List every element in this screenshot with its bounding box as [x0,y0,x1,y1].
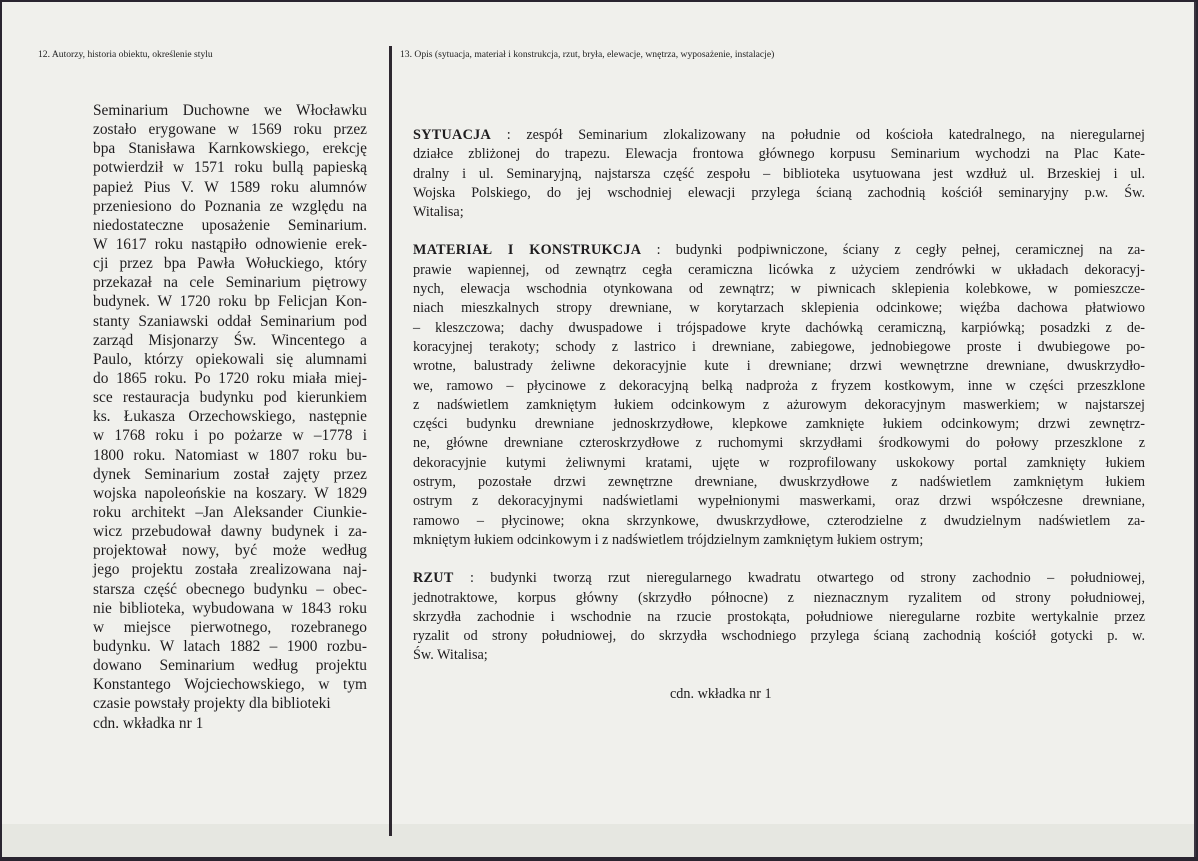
material-line: – kleszczowa; dachy dwuspadowe i trójspadowe kryte dachówką ceramiczną, karpiówką; posadzki z de- [413,319,1145,336]
material-line: ostrym z dekoracyjnymi nadświetlami wypełnionymi maswerkami, oraz drzwi współczesne drewniane, [413,493,1145,510]
history-line: roku architekt –Jan Aleksander Ciunkie- [93,503,367,521]
section-13-heading: 13. Opis (sytuacja, materiał i konstrukcja, rzut, bryła, elewacje, wnętrza, wyposażenie, instalacje) [400,49,775,60]
rzut-text: budynki tworzą rzut nieregularnego kwadratu otwartego od strony zachodnio – południowej, [490,570,1145,587]
rzut-label: RZUT [413,570,454,587]
history-line: bpa Stanisława Karnkowskiego, erekcję [93,140,367,158]
column-divider [389,46,392,836]
sytuacja-label: SYTUACJA [413,127,492,143]
history-line: cji przez bpa Pawła Wołuckiego, który [93,255,367,273]
history-line: przekazał na cele Seminarium piętrowy [93,274,367,292]
section-sytuacja [413,126,1145,222]
material-line: z nadświetlem zamkniętym łukiem odcinkowym z ażurowym dekoracyjnym maswerkiem; w najstarszej [413,396,1145,413]
sytuacja-line [413,126,1145,145]
material-line: niach mieszkalnych stropy drewniane, w korytarzach sklepienia odcinkowe; więźba dachowa płatwiowo [413,300,1145,317]
material-label: MATERIAŁ I KONSTRUKCJA [413,242,642,259]
history-line: projektował nowy, być może według [93,542,367,560]
history-line: zostało erygowane w 1569 roku przez [93,121,367,139]
history-line: Paulo, którzy opiekowali się alumnami [93,350,367,368]
sytuacja-line: Witalisa; [413,204,464,221]
history-line: czasie powstały projekty dla biblioteki [93,695,331,713]
rzut-line: jednotraktowe, korpus główny (skrzydło północne) z nieznacznym ryzalitem od strony południowej, [413,589,1145,606]
history-line: nie biblioteka, wybudowana w 1843 roku [93,599,367,617]
material-line: ostrym, pozostałe drzwi zewnętrzne drewniane, dwuskrzydłowe z nadświetlem zamkniętym łukiem [413,474,1145,491]
rzut-line: skrzydła zachodnie i wschodnie na rzucie prostokąta, południowe nieregularne rozbite wertykalnie przez [413,608,1145,625]
history-line: jego projektu została zrealizowana naj- [93,561,367,579]
rzut-line [413,569,1145,588]
material-line [413,241,1145,260]
document-page [2,2,1196,857]
material-line: prawie wapiennej, od zewnątrz cegła ceramiczna licówka z użyciem zendrówki w układach dekoracyj- [413,261,1145,278]
rzut-line: ryzalit od strony południowej, do skrzydła wschodniego przylega ścianą zachodnią kościół gotycki p. w. [413,628,1145,645]
history-line: przeniesiono do Poznania ze względu na [93,197,367,215]
sytuacja-text: zespół Seminarium zlokalizowany na południe od kościoła katedralnego, na nieregularnej [526,127,1145,143]
material-line: dekoracyjnie kutymi żeliwnymi kratami, ujęte w rozprofilowany uskokowy portal zamknięty łukiem [413,454,1145,471]
history-line: Konstantego Wojciechowskiego, w tym [93,676,367,694]
history-line: potwierdził w 1571 roku bullą papieską [93,159,367,177]
history-line: cdn. wkładka nr 1 [93,714,204,732]
history-line: wicz przebudował dawny budynek i za- [93,523,367,541]
label-separator: : [641,242,676,259]
history-line: budynku. W latach 1882 – 1900 rozbu- [93,637,367,655]
material-line: części budynku drewniane jednoskrzydłowe, klepkowe zamknięte łukiem odcinkowym; drzwi zewnętrz- [413,416,1145,433]
history-line: 1800 roku. Natomiast w 1807 roku bu- [93,446,367,464]
history-line: starsza część obecnego budynku – obec- [93,580,367,598]
continuation-note: cdn. wkładka nr 1 [670,686,772,702]
page-bottom-margin [2,824,1194,857]
material-line: koracyjnej terakoty; schody z lastrico i drewniane, zabiegowe, jednobiegowe proste i dwubiegowe po- [413,338,1145,355]
history-line: dynek Seminarium został zajęty przez [93,465,367,483]
history-line: wojska napoleońskie na koszary. W 1829 [93,484,367,502]
history-line: budynek. W 1720 roku bp Felicjan Kon- [93,293,367,311]
description-text [413,126,1145,685]
history-line: stanty Szaniawski oddał Seminarium pod [93,312,367,330]
sytuacja-line: działce zbliżonej do trapezu. Elewacja frontowa głównego korpusu Seminarium wychodzi na Plac Kate- [413,146,1145,163]
material-line: nych, elewacja wschodnia otynkowana od zewnątrz; w piwnicach sklepienia kolebkowe, w pomieszcze- [413,281,1145,298]
history-line: sce restauracja budynku pod kierunkiem [93,389,367,407]
material-line: ramowo – płycinowe; okna skrzynkowe, dwuskrzydłowe, czterodzielne z dwudzielnym nadświetlem za- [413,512,1145,529]
history-line: Seminarium Duchowne we Włocławku [93,102,367,119]
section-12-heading: 12. Autorzy, historia obiektu, określenie stylu [38,49,213,60]
history-line: papież Pius V. W 1589 roku alumnów [93,178,367,196]
label-separator: : [453,570,491,587]
history-line: zarząd Misjonarzy Św. Wincentego a [93,331,367,349]
material-text: budynki podpiwniczone, ściany z cegły pełnej, ceramicznej na za- [675,242,1145,259]
history-line: w miejsce pierwotnego, rozebranego [93,618,367,636]
history-line: ks. Łukasza Orzechowskiego, następnie [93,408,367,426]
history-text [93,101,367,733]
material-line: we, ramowo – płycinowe z dekoracyjną belką nadproża z fryzem kostkowym, inne w części przeszklone [413,377,1145,394]
sytuacja-line: dralny i ul. Seminaryjną, najstarsza część zespołu – biblioteka usytuowana jest wzdłuż ul. Brzeskiej i ul. [413,165,1145,182]
history-line: do 1865 roku. Po 1720 roku miała miej- [93,369,367,387]
section-rzut [413,569,1145,665]
material-line: ne, główne drewniane czteroskrzydłowe z ruchomymi skrzydłami środkowymi do połowy przeszklone z [413,435,1145,452]
rzut-line: Św. Witalisa; [413,647,488,664]
history-line: W 1617 roku nastąpiło odnowienie erek- [93,235,367,253]
material-line: mkniętym łukiem odcinkowym i z nadświetlem trójdzielnym zamkniętym łukiem ostrym; [413,531,924,548]
label-separator: : [491,127,527,143]
material-line: wrotne, balustrady żeliwne dekoracyjnie kute i drewniane; drzwi wewnętrzne drewniane, dwuskrzydło- [413,358,1145,375]
sytuacja-line: Wojska Polskiego, do jej wschodniej elewacji przylega ścianą zachodnią kościół seminaryjny p.w. Św. [413,184,1145,201]
history-line: w 1768 roku i po pożarze w –1778 i [93,427,367,445]
section-material [413,241,1145,550]
history-line: niedostateczne uposażenie Seminarium. [93,216,367,234]
history-line: dowano Seminarium według projektu [93,657,367,675]
